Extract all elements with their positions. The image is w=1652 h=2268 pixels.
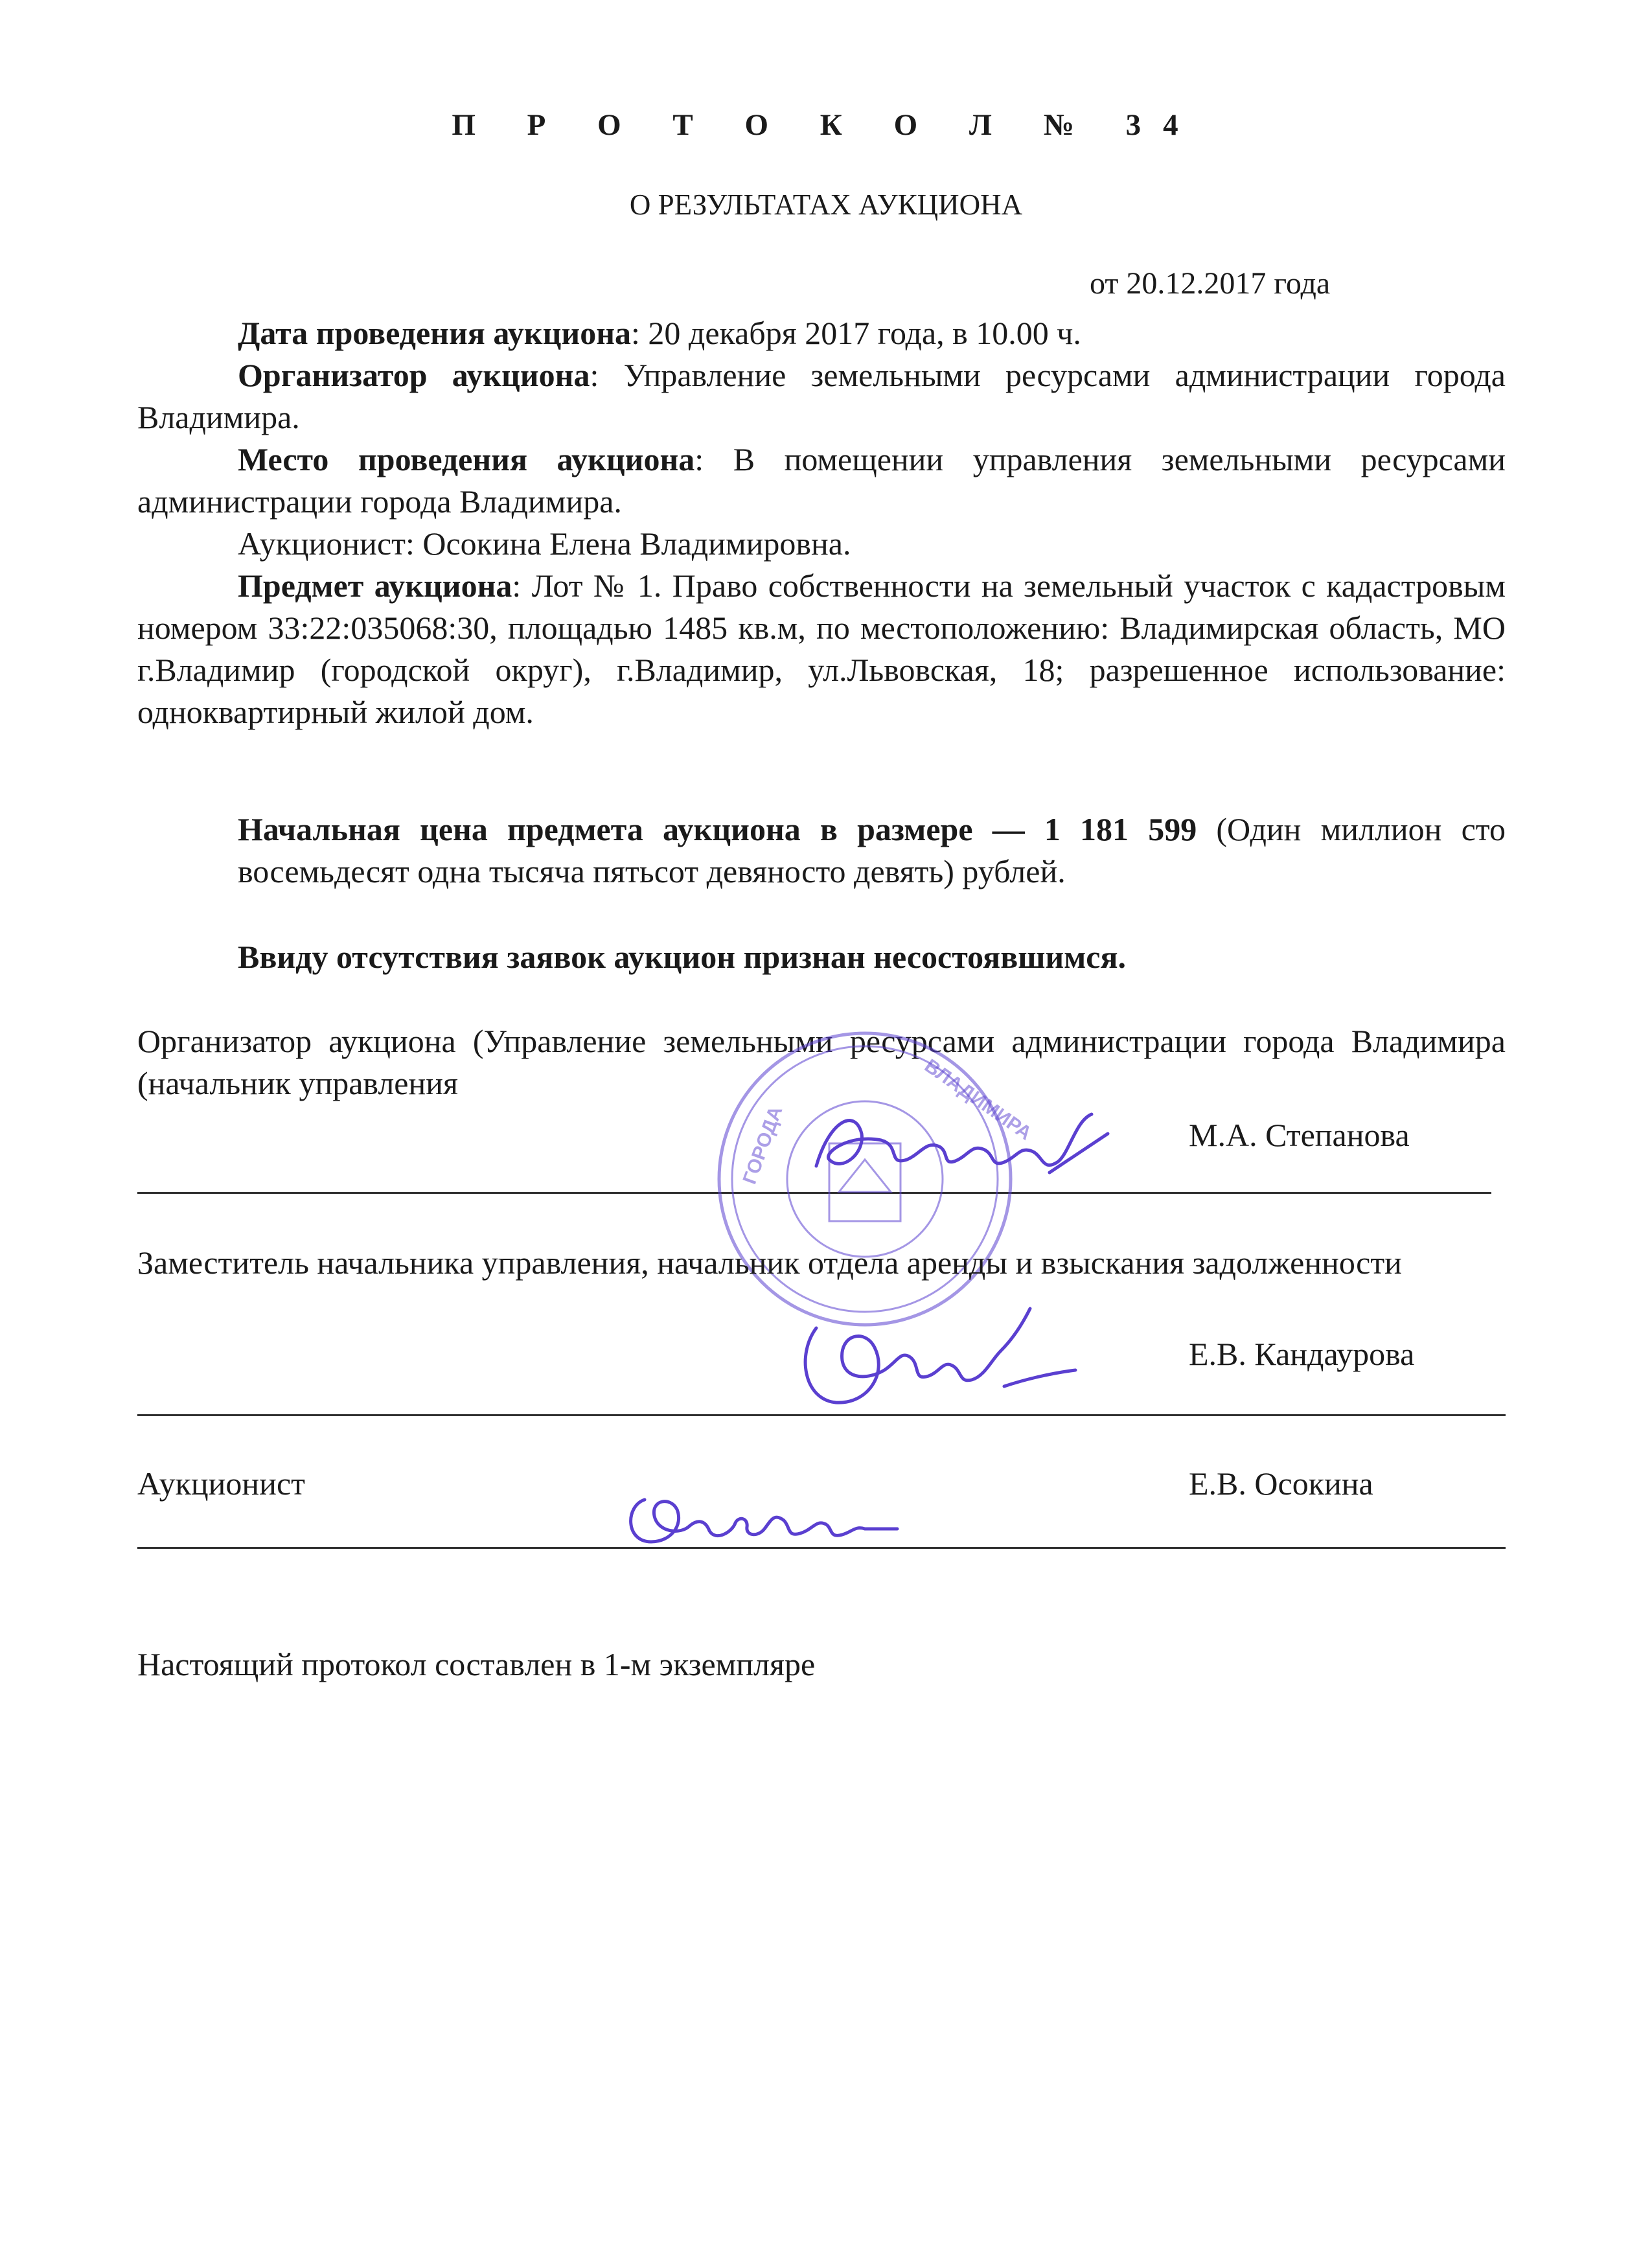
price-rest: (Один миллион сто восемьдесят одна тысяча пятьсот девяносто девять) рублей. — [238, 811, 1506, 889]
svg-text:ГОРОДА: ГОРОДА — [739, 1103, 787, 1187]
auctioneer-paragraph: Аукционист: Осокина Елена Владимировна. — [238, 525, 851, 562]
organizer-signature-image — [803, 1095, 1114, 1198]
svg-text:ВЛАДИМИРА: ВЛАДИМИРА — [920, 1055, 1036, 1145]
deputy-signature-role: Заместитель начальника управления, начальник отдела аренды и взыскания задолженности — [137, 1244, 1402, 1281]
auction-date-paragraph — [137, 312, 1506, 354]
subject-label: Предмет аукциона — [238, 567, 512, 604]
organizer-value: : Управление земельными ресурсами администрации города Владимира. — [137, 357, 1506, 435]
auctioneer-signature-name: Е.В. Осокина — [1189, 1465, 1373, 1502]
result-statement: Ввиду отсутствия заявок аукцион признан несостоявшимся. — [238, 939, 1127, 975]
place-paragraph — [137, 439, 1506, 523]
organizer-label: Организатор аукциона — [238, 357, 590, 393]
auctioneer-signature-role: Аукционист — [137, 1465, 305, 1502]
deputy-signature-image — [777, 1289, 1075, 1419]
price-bold: Начальная цена предмета аукциона в размере — 1 181 599 — [238, 811, 1197, 847]
protocol-date: от 20.12.2017 года — [1090, 266, 1331, 301]
auctioneer-signature-image — [619, 1480, 904, 1558]
organizer-paragraph — [137, 354, 1506, 439]
auction-date-value: : 20 декабря 2017 года, в 10.00 ч. — [631, 315, 1081, 351]
place-value: : В помещении управления земельными ресурсами администрации города Владимира. — [137, 441, 1506, 520]
place-label: Место проведения аукциона — [238, 441, 695, 477]
price-paragraph — [238, 808, 1506, 893]
deputy-signature-name: Е.В. Кандаурова — [1189, 1336, 1415, 1372]
organizer-signature-role: Организатор аукциона (Управление земельными ресурсами администрации города Владимира (начальник управления — [137, 1023, 1506, 1101]
organizer-signature-name: М.А. Степанова — [1189, 1117, 1410, 1153]
subject-value: : Лот № 1. Право собственности на земельный участок с кадастровым номером 33:22:035068:30, площадью 1485 кв.м, по местоположению: Владимирская область, МО г.Владимир (городской округ), г.Владимир, ул.Львовская, 18; разрешенное использование: одноквартирный жилой дом. — [137, 567, 1506, 730]
protocol-subtitle: О РЕЗУЛЬТАТАХ АУКЦИОНА — [629, 189, 1023, 221]
auction-date-label: Дата проведения аукциона — [238, 315, 632, 351]
protocol-title: П Р О Т О К О Л № 34 — [452, 108, 1200, 142]
copies-note: Настоящий протокол составлен в 1-м экземпляре — [137, 1646, 816, 1682]
subject-paragraph — [137, 565, 1506, 733]
